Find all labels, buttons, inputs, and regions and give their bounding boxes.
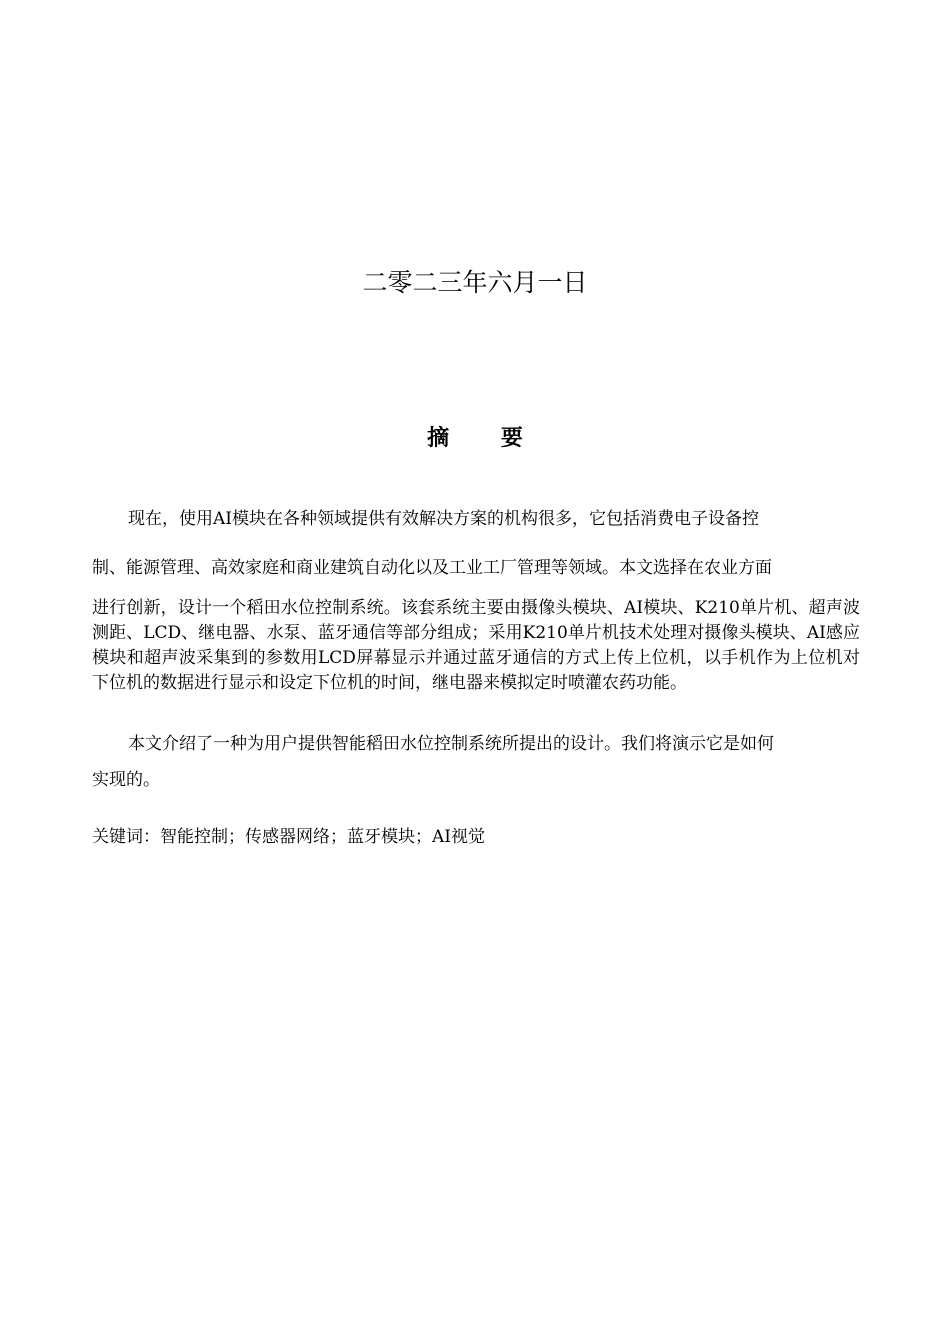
keywords-label: 关键词： bbox=[92, 827, 160, 847]
keywords-line bbox=[92, 825, 860, 850]
abstract-paragraph-1-line-2: 制、能源管理、高效家庭和商业建筑自动化以及工业工厂管理等领域。本文选择在农业方面 bbox=[92, 558, 772, 578]
abstract-heading: 摘 要 bbox=[427, 426, 545, 451]
keywords-value: 智能控制；传感器网络；蓝牙模块；AI视觉 bbox=[160, 827, 485, 847]
abstract-paragraph-1-body: 进行创新，设计一个稻田水位控制系统。该套系统主要由摄像头模块、AI模块、K210单片机、超声波测距、LCD、继电器、水泵、蓝牙通信等部分组成；采用K210单片机技术处理对摄像头模块、AI感应模块和超声波采集到的参数用LCD屏幕显示并通过蓝牙通信的方式上传上位机，以手机作为上位机对下位机的数据进行显示和设定下位机的时间，继电器来模拟定时喷灌农药功能。 bbox=[92, 598, 860, 693]
abstract-paragraph-2-body: 实现的。 bbox=[92, 770, 160, 790]
abstract-paragraph-1-line-1: 现在，使用AI模块在各种领域提供有效解决方案的机构很多，它包括消费电子设备控 bbox=[128, 509, 759, 529]
abstract-paragraph-2-line-1: 本文介绍了一种为用户提供智能稻田水位控制系统所提出的设计。我们将演示它是如何 bbox=[128, 734, 774, 754]
cover-date: 二零二三年六月一日 bbox=[362, 268, 588, 297]
